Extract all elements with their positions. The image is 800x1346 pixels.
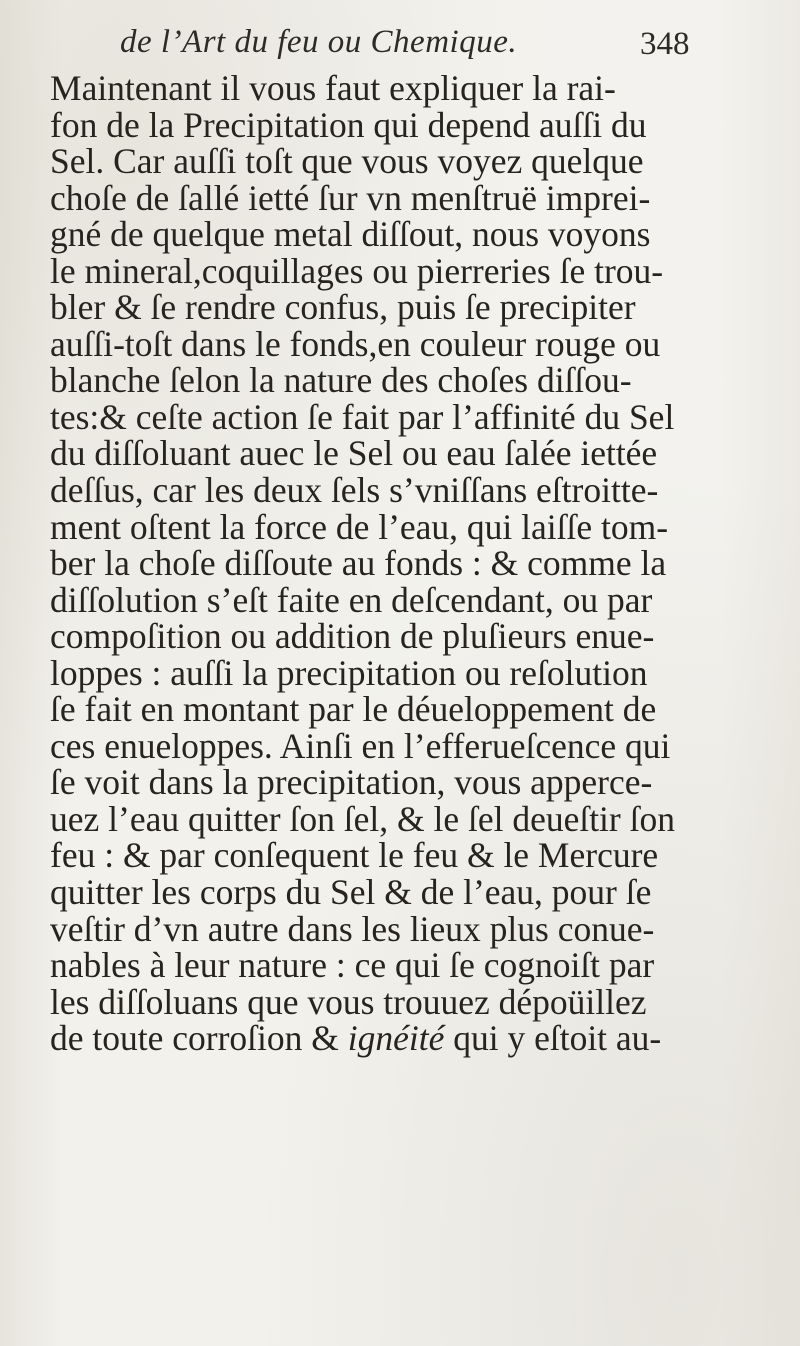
text-line: quitter les corps du Sel & de l’eau, pour ſe: [50, 872, 652, 913]
text-line: auſſi-toſt dans le fonds,en couleur rouge ou: [50, 323, 661, 364]
text-line: gné de quelque metal diſſout, nous voyons: [50, 214, 651, 255]
text-line: diſſolution s’eſt faite en deſcendant, ou par: [50, 579, 653, 620]
text-line: compoſition ou addition de pluſieurs enue-: [50, 616, 655, 657]
text-line: ſe fait en montant par le déueloppement de: [50, 689, 657, 730]
text-line: le mineral,coquillages ou pierreries ſe trou-: [50, 250, 664, 291]
text-line: loppes : auſſi la precipitation ou reſolution: [50, 652, 648, 693]
text-line: ces enueloppes. Ainſi en l’efferueſcence qui: [50, 725, 671, 766]
page-number: 348: [640, 26, 690, 62]
italic-word: ignéité: [347, 1018, 445, 1059]
text-line: ment oſtent la force de l’eau, qui laiſſe tom-: [50, 506, 669, 547]
text-line: Sel. Car auſſi toſt que vous voyez quelque: [50, 141, 644, 182]
text-line: uez l’eau quitter ſon ſel, & le ſel deueſtir ſon: [50, 798, 675, 839]
last-line-start: de toute corroſion &: [50, 1018, 348, 1059]
text-line: tes:& ceſte action ſe fait par l’affinité du Sel: [50, 396, 675, 437]
text-line: Maintenant il vous faut expliquer la rai-: [50, 68, 616, 108]
text-line: bler & ſe rendre confus, puis ſe precipiter: [50, 287, 636, 328]
text-line: ber la choſe diſſoute au fonds : & comme la: [50, 543, 667, 584]
text-line: feu : & par conſequent le feu & le Mercure: [50, 835, 659, 876]
text-line: choſe de ſallé ietté ſur vn menſtruë imprei-: [50, 177, 651, 218]
body-text: [50, 70, 780, 1057]
text-line: blanche ſelon la nature des choſes diſſou-: [50, 360, 632, 401]
text-line-last: [50, 1020, 780, 1057]
text-line: veſtir d’vn autre dans les lieux plus conue-: [50, 908, 655, 949]
running-head: [0, 18, 800, 68]
text-line: ſe voit dans la precipitation, vous apperce-: [50, 762, 653, 803]
last-line-end: qui y eſtoit au-: [444, 1018, 662, 1059]
text-line: fon de la Precipitation qui depend auſſi du: [50, 104, 647, 145]
running-head-title: de l’Art du feu ou Chemique.: [120, 24, 518, 60]
text-line: les diſſoluans que vous trouuez dépoüillez: [50, 981, 647, 1022]
text-line: deſſus, car les deux ſels s’vniſſans eſtroitte-: [50, 470, 659, 511]
text-line: du diſſoluant auec le Sel ou eau ſalée iettée: [50, 433, 658, 474]
text-line: nables à leur nature : ce qui ſe cognoiſt par: [50, 945, 655, 986]
